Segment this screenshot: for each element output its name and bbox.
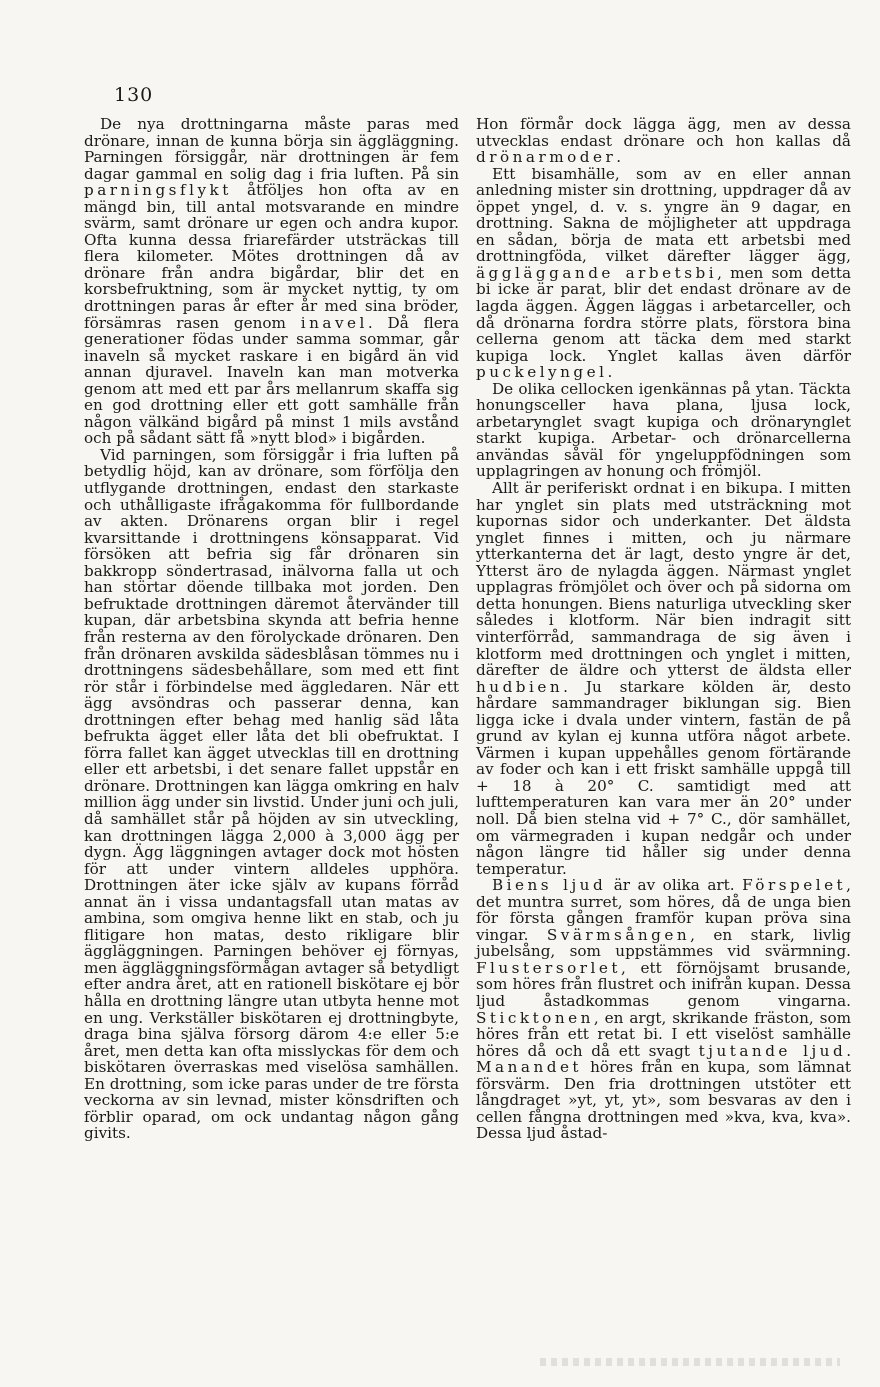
spaced-emphasis-text: Biens ljud bbox=[492, 876, 607, 895]
spaced-emphasis-text: Svärmsången bbox=[546, 925, 691, 944]
right-column bbox=[476, 116, 851, 1142]
spaced-emphasis-text: Förspelet bbox=[742, 876, 847, 895]
paragraph bbox=[476, 480, 851, 877]
paragraph bbox=[476, 166, 851, 381]
spaced-emphasis-text: Manandet bbox=[476, 1058, 583, 1077]
body-text: åtföljes hon ofta av en mängd bin, till antal motsvarande en mindre svärm, samt drönare ur egen och andra kupor. Ofta kunna dessa friarefärder utsträckas till flera kilometer. Mötes drottningen då av drönare från andra bigårdar, blir det en korsbefruktning, som är mycket nyttig, ty om drottningen paras år efter år med sina bröder, försämras rasen genom bbox=[84, 181, 459, 332]
body-text: De nya drottningarna måste paras med drönare, innan de kunna börja sin äggläggning. Parningen försiggår, när drottningen är fem dagar gammal en solig dag i fria luften. På sin bbox=[84, 115, 459, 183]
body-text: . Ju starkare kölden är, desto hårdare sammandrager biklungan sig. Bien ligga icke i dvala under vintern, fastän de på grund av kylan ej kunna utföra något arbete. Värmen i kupan uppehålles genom förtärande av foder och kan i ett friskt samhälle uppgå till + 18 à 20° C. samtidigt med att lufttemperaturen kan vara mer än 20° under noll. Då bien stelna vid + 7° C., dör samhället, om värmegraden i kupan nedgår och under någon längre tid håller sig under denna temperatur. bbox=[476, 677, 851, 878]
spaced-emphasis-text: äggläggande arbetsbi bbox=[476, 263, 718, 282]
body-text: , men som detta bi icke är parat, blir det endast drönare av de lagda äggen. Äggen läggas i arbetarceller, och då drönarna fordra större plats, förstora bina cellerna genom att täcka dem med starkt kupiga lock. Ynglet kallas även därför bbox=[476, 263, 852, 365]
body-text: . bbox=[846, 1041, 852, 1060]
spaced-emphasis-text: hudbien bbox=[476, 677, 564, 696]
spaced-emphasis-text: drönarmoder bbox=[476, 148, 617, 167]
body-text: Vid parningen, som försiggår i fria luften på betydlig höjd, kan av drönare, som förfölja den utflygande drottningen, endast den starkaste och uthålligaste ifrågakomma för fullbordande av akten. Drönarens organ blir i regel kvarsittande i drottningens könsapparat. Vid försöken att befria sig får drönaren sin bakkropp söndertrasad, inälvorna falla ut och han störtar döende tillbaka mot jorden. Den befruktade drottningen däremot återvänder till kupan, där arbetsbina skynda att befria henne från resterna av den förolyckade drönaren. Den från drönaren avskilda sädesblåsan tömmes nu i drottningens sädesbehållare, som med ett fint rör står i förbindelse med äggledaren. När ett ägg avsöndras och passerar denna, kan drottningen efter behag med hanlig säd låta befrukta ägget eller låta det bli obefruktat. I förra fallet kan ägget utvecklas till en drottning eller ett arbetsbi, i det senare fallet uppstår en drönare. Drottningen kan lägga omkring en halv million ägg under sin livstid. Under juni och juli, då samhället står på höjden av sin utveckling, kan drottningen lägga 2,000 à 3,000 ägg per dygn. Ägg läggningen avtager dock mot hösten för att under vintern alldeles upphöra. Drottningen äter icke själv av kupans förråd annat än i vissa undantagsfall utan matas av ambina, som omgiva henne likt en stab, och ju flitigare hon matas, desto rikligare blir äggläggningen. Parningen behöver ej förnyas, men äggläggningsförmågan avtager så betydligt efter andra året, att en rationell biskötare ej bör hålla en drottning längre utan utbyta henne mot en ung. Verkställer biskötaren ej drottningbyte, draga bina själva försorg därom 4:e eller 5:e året, men detta kan ofta misslyckas för dem och biskötaren överraskas med viselösa samhällen. En drottning, som icke paras under de tre första veckorna av sin levnad, mister könsdriften och förblir oparad, om ock undantag någon gång givits. bbox=[84, 445, 459, 1143]
spaced-emphasis-text: Flustersorlet bbox=[476, 958, 621, 977]
body-text: , en argt, skrikande fräston, som höres från ett retat bi. I ett viselöst samhälle höres då och då ett svagt bbox=[476, 1008, 851, 1060]
body-text: De olika cellocken igenkännas på ytan. Täckta honungsceller hava plana, ljusa lock, arbetarynglet svagt kupiga och drönarynglet starkt kupiga. Arbetar- och drönarcellerna användas såväl för yngeluppfödningen som upplagringen av honung och frömjöl. bbox=[476, 379, 851, 481]
bleed-through-text bbox=[540, 1358, 840, 1366]
spaced-emphasis-text: parningsflykt bbox=[84, 181, 232, 200]
body-text: , det muntra surret, som höres, då de unga bien för första gången framför kupan pröva sina vingar. bbox=[476, 876, 851, 944]
spaced-emphasis-text: Sticktonen bbox=[476, 1008, 594, 1027]
paragraph bbox=[84, 447, 459, 1142]
spaced-emphasis-text: tjutande ljud bbox=[698, 1041, 847, 1060]
paragraph bbox=[476, 877, 851, 1142]
body-text: Allt är periferiskt ordnat i en bikupa. I mitten har ynglet sin plats med utsträckning mot kupornas sidor och underkanter. Det äldsta ynglet finnes i mitten, och ju närmare ytterkanterna det är lagt, desto yngre är det, Ytterst äro de nylagda äggen. Närmast ynglet upplagras frömjölet och över och på sidorna om detta honungen. Biens naturliga utveckling sker således i klotform. När bien indragit sitt vinterförråd, sammandraga de sig även i klotform med drottningen och ynglet i mitten, därefter de äldre och ytterst de äldsta eller bbox=[476, 479, 851, 680]
spaced-emphasis-text: puckelyngel bbox=[476, 363, 608, 382]
body-text: är av olika art. bbox=[606, 876, 743, 895]
body-text: , ett förnöjsamt brusande, som höres från flustret och inifrån kupan. Dessa ljud åstadkommas genom vingarna. bbox=[476, 958, 851, 1010]
spaced-emphasis-text: inavel bbox=[300, 313, 368, 332]
body-text: Ett bisamhälle, som av en eller annan anledning mister sin drottning, uppdrager då av öppet yngel, d. v. s. yngre än 9 dagar, en drottning. Sakna de möjligheter att uppdraga en sådan, börja de mata ett arbetsbi med drottningföda, vilket därefter lägger ägg, bbox=[476, 164, 851, 266]
paragraph bbox=[476, 116, 851, 166]
page-number: 130 bbox=[114, 84, 154, 106]
body-text: . bbox=[616, 148, 622, 167]
paragraph bbox=[476, 381, 851, 480]
paragraph bbox=[84, 116, 459, 447]
body-text: . bbox=[607, 363, 613, 382]
body-text: , en stark, livlig jubelsång, som uppstämmes vid svärmning. bbox=[476, 925, 851, 961]
body-text: höres från en kupa, som lämnat försvärm. Den fria drottningen utstöter ett långdraget »yt, yt, yt», som besvaras av den i cellen fångna drottningen med »kva, kva, kva». Dessa ljud åstad- bbox=[476, 1058, 851, 1143]
body-text: . Då flera generationer födas under samma sommar, går inaveln så mycket raskare i en bigård än vid annan djuravel. Inaveln kan man motverka genom att med ett par års mellanrum skaffa sig en god drottning eller ett gott samhälle från någon välkänd bigård på minst 1 mils avstånd och på sådant sätt få »nytt blod» i bigården. bbox=[84, 313, 459, 448]
body-text: Hon förmår dock lägga ägg, men av dessa utvecklas endast drönare och hon kallas då bbox=[476, 115, 851, 150]
left-column bbox=[84, 116, 459, 1142]
